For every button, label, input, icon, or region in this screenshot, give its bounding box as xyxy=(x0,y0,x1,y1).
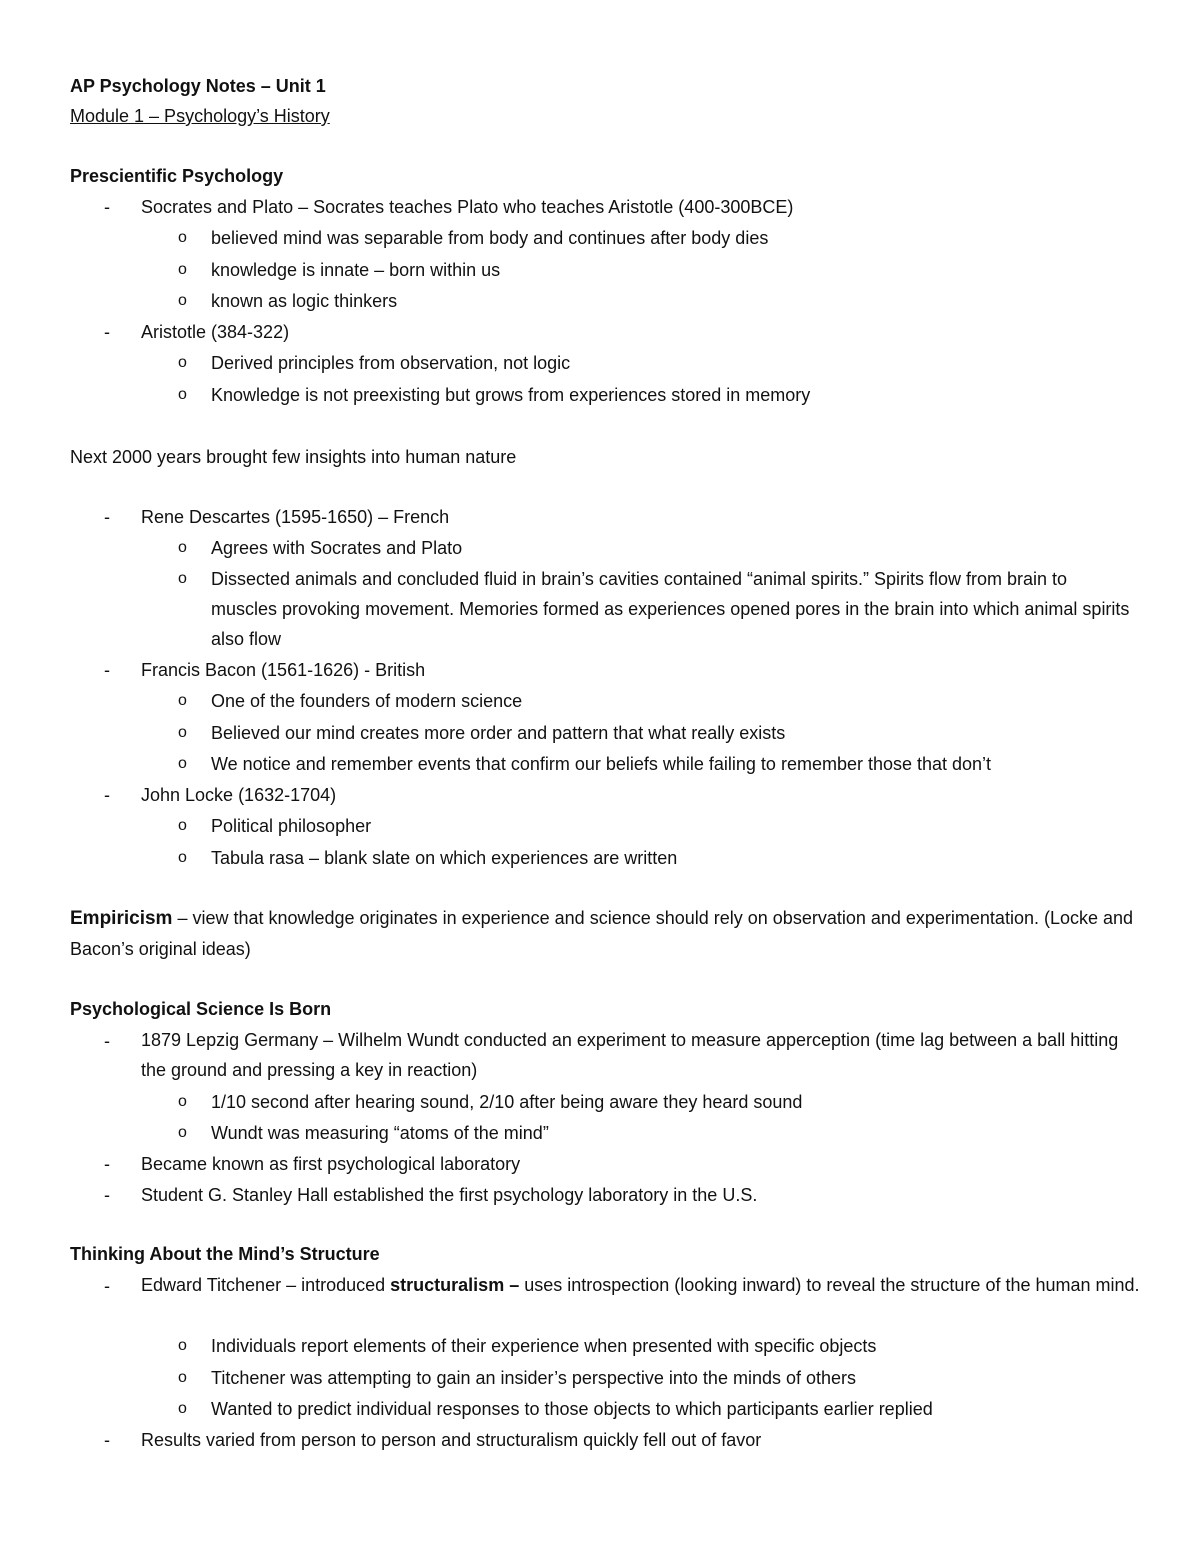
empiricism-text: – view that knowledge originates in experience and science should rely on observation and experimentation. (Locke and Bacon’s original ideas) xyxy=(70,908,1134,959)
circle-bullet: o xyxy=(178,261,187,278)
module-subtitle: Module 1 – Psychology’s History xyxy=(70,106,330,126)
sub-item: Dissected animals and concluded fluid in brain’s cavities contained “animal spirits.” Spirits flow from brain to muscles provoking movement. Memories formed as experiences opened pores in the brain into which animal spirits also flow xyxy=(211,569,1130,649)
circle-bullet: o xyxy=(178,292,187,309)
section-heading-science-born: Psychological Science Is Born xyxy=(70,999,332,1019)
list-item-first-lab: Became known as first psychological laboratory xyxy=(141,1154,521,1174)
list-item-bacon: Francis Bacon (1561-1626) - British xyxy=(141,660,426,680)
circle-bullet: o xyxy=(178,692,187,709)
sub-item: knowledge is innate – born within us xyxy=(211,260,501,280)
section-heading-prescientific: Prescientific Psychology xyxy=(70,166,284,186)
circle-bullet: o xyxy=(178,386,187,403)
sub-item: Derived principles from observation, not logic xyxy=(211,353,571,373)
circle-bullet: o xyxy=(178,1337,187,1354)
circle-bullet: o xyxy=(178,817,187,834)
list-item-hall: Student G. Stanley Hall established the first psychology laboratory in the U.S. xyxy=(141,1185,758,1205)
sub-item: believed mind was separable from body and continues after body dies xyxy=(211,228,769,248)
structuralism-term: structuralism – xyxy=(390,1275,520,1295)
sub-item: 1/10 second after hearing sound, 2/10 after being aware they heard sound xyxy=(211,1092,803,1112)
circle-bullet: o xyxy=(178,1400,187,1417)
circle-bullet: o xyxy=(178,849,187,866)
circle-bullet: o xyxy=(178,1093,187,1110)
dash-bullet: - xyxy=(104,1154,110,1174)
dash-bullet: - xyxy=(104,507,110,527)
doc-title: AP Psychology Notes – Unit 1 xyxy=(70,76,326,96)
list-item-titchener xyxy=(141,1270,1141,1300)
empiricism-term: Empiricism xyxy=(70,908,173,929)
list-item-wundt: 1879 Lepzig Germany – Wilhelm Wundt conducted an experiment to measure apperception (time lag between a ball hitting the ground and pressing a key in reaction) xyxy=(141,1030,1119,1080)
list-item-locke: John Locke (1632-1704) xyxy=(141,785,337,805)
titchener-intro: Edward Titchener – introduced xyxy=(141,1275,391,1295)
sub-item: One of the founders of modern science xyxy=(211,691,523,711)
empiricism-definition xyxy=(70,903,1135,964)
dash-bullet: - xyxy=(104,197,110,217)
list-item-results: Results varied from person to person and structuralism quickly fell out of favor xyxy=(141,1430,762,1450)
dash-bullet: - xyxy=(104,1276,110,1296)
circle-bullet: o xyxy=(178,1369,187,1386)
circle-bullet: o xyxy=(178,570,187,587)
sub-item: Wundt was measuring “atoms of the mind” xyxy=(211,1123,549,1143)
list-item-descartes: Rene Descartes (1595-1650) – French xyxy=(141,507,450,527)
titchener-definition: uses introspection (looking inward) to reveal the structure of the human mind. xyxy=(519,1275,1140,1295)
sub-item: Titchener was attempting to gain an insider’s perspective into the minds of others xyxy=(211,1368,857,1388)
sub-item: Tabula rasa – blank slate on which experiences are written xyxy=(211,848,678,868)
circle-bullet: o xyxy=(178,354,187,371)
section-heading-mind-structure: Thinking About the Mind’s Structure xyxy=(70,1244,380,1264)
sub-item: Wanted to predict individual responses to those objects to which participants earlier replied xyxy=(211,1399,933,1419)
dash-bullet: - xyxy=(104,785,110,805)
dash-bullet: - xyxy=(104,322,110,342)
list-item-aristotle: Aristotle (384-322) xyxy=(141,322,290,342)
circle-bullet: o xyxy=(178,755,187,772)
sub-item: Agrees with Socrates and Plato xyxy=(211,538,463,558)
sub-item: Individuals report elements of their experience when presented with specific objects xyxy=(211,1336,877,1356)
sub-item: Knowledge is not preexisting but grows from experiences stored in memory xyxy=(211,385,811,405)
sub-item: We notice and remember events that confirm our beliefs while failing to remember those that don’t xyxy=(211,754,992,774)
sub-item: Believed our mind creates more order and pattern that what really exists xyxy=(211,723,786,743)
list-item-socrates: Socrates and Plato – Socrates teaches Plato who teaches Aristotle (400-300BCE) xyxy=(141,197,794,217)
sub-item: Political philosopher xyxy=(211,816,372,836)
paragraph-next-2000: Next 2000 years brought few insights into human nature xyxy=(70,447,517,467)
dash-bullet: - xyxy=(104,1185,110,1205)
dash-bullet: - xyxy=(104,1430,110,1450)
sub-item: known as logic thinkers xyxy=(211,291,398,311)
circle-bullet: o xyxy=(178,229,187,246)
dash-bullet: - xyxy=(104,660,110,680)
circle-bullet: o xyxy=(178,1124,187,1141)
circle-bullet: o xyxy=(178,724,187,741)
circle-bullet: o xyxy=(178,539,187,556)
dash-bullet: - xyxy=(104,1031,110,1051)
